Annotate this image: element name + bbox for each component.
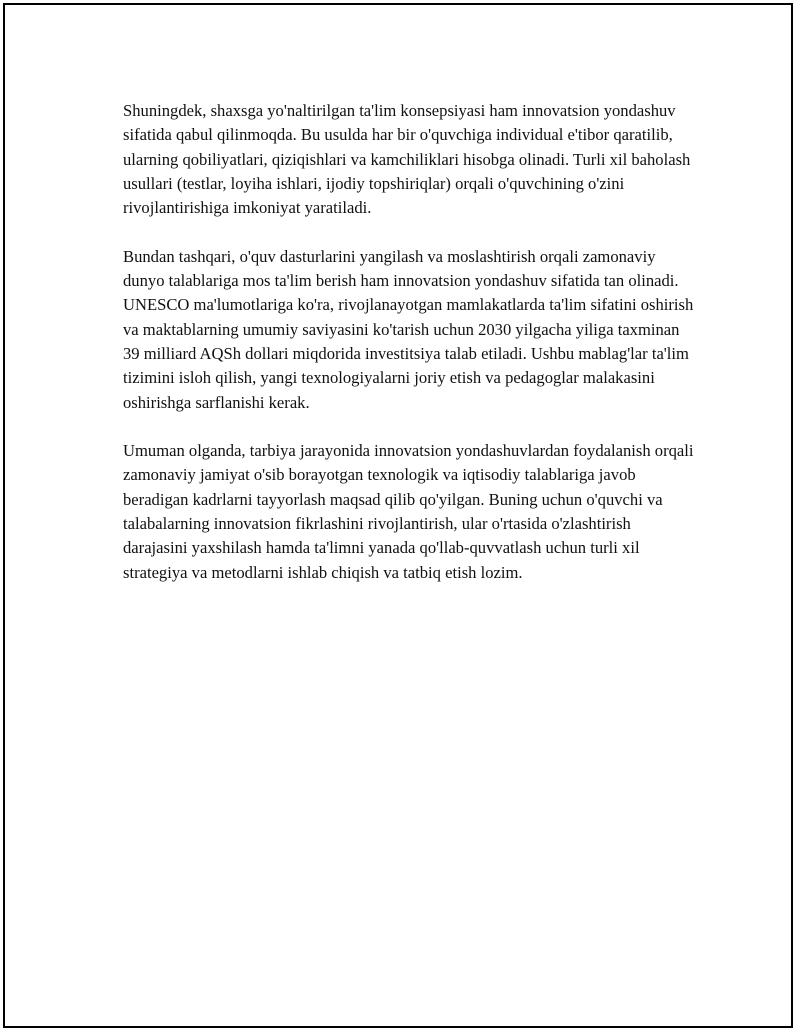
paragraph-curriculum-investment: Bundan tashqari, o'quv dasturlarini yangilash va moslashtirish orqali zamonaviy dunyo talablariga mos ta'lim berish ham innovatsion yondashuv sifatida tan olinadi. UNESCO ma'lumotlariga ko'ra, rivojlanayotgan mamlakatlarda ta'lim sifatini oshirish va maktablarning umumiy saviyasini ko'tarish uchun 2030 yilgacha yiliga taxminan 39 milliard AQSh dollari miqdorida investitsiya talab etiladi. Ushbu mablag'lar ta'lim tizimini isloh qilish, yangi texnologiyalarni joriy etish va pedagoglar malakasini oshirishga sarflanishi kerak. [123, 246, 694, 412]
paragraph-conclusion: Umuman olganda, tarbiya jarayonida innovatsion yondashuvlardan foydalanish orqali zamonaviy jamiyat o'sib borayotgan texnologik va iqtisodiy talablariga javob beradigan kadrlarni tayyorlash maqsad qilib qo'yilgan. Buning uchun o'quvchi va talabalarning innovatsion fikrlashini rivojlantirish, ular o'rtasida o'zlashtirish darajasini yaxshilash hamda ta'limni yanada qo'llab-quvvatlash uchun turli xil strategiya va metodlarni ishlab chiqish va tatbiq etish lozim. [123, 441, 694, 582]
document-page [3, 3, 793, 1028]
document-body [123, 99, 697, 609]
paragraph-personalized-learning: Shuningdek, shaxsga yo'naltirilgan ta'lim konsepsiyasi ham innovatsion yondashuv sifatida qabul qilinmoqda. Bu usulda har bir o'quvchiga individual e'tibor qaratilib, ularning qobiliyatlari, qiziqishlari va kamchiliklari hisobga olinadi. Turli xil baholash usullari (testlar, loyiha ishlari, ijodiy topshiriqlar) orqali o'quvchining o'zini rivojlantirishiga imkoniyat yaratiladi. [123, 101, 691, 218]
